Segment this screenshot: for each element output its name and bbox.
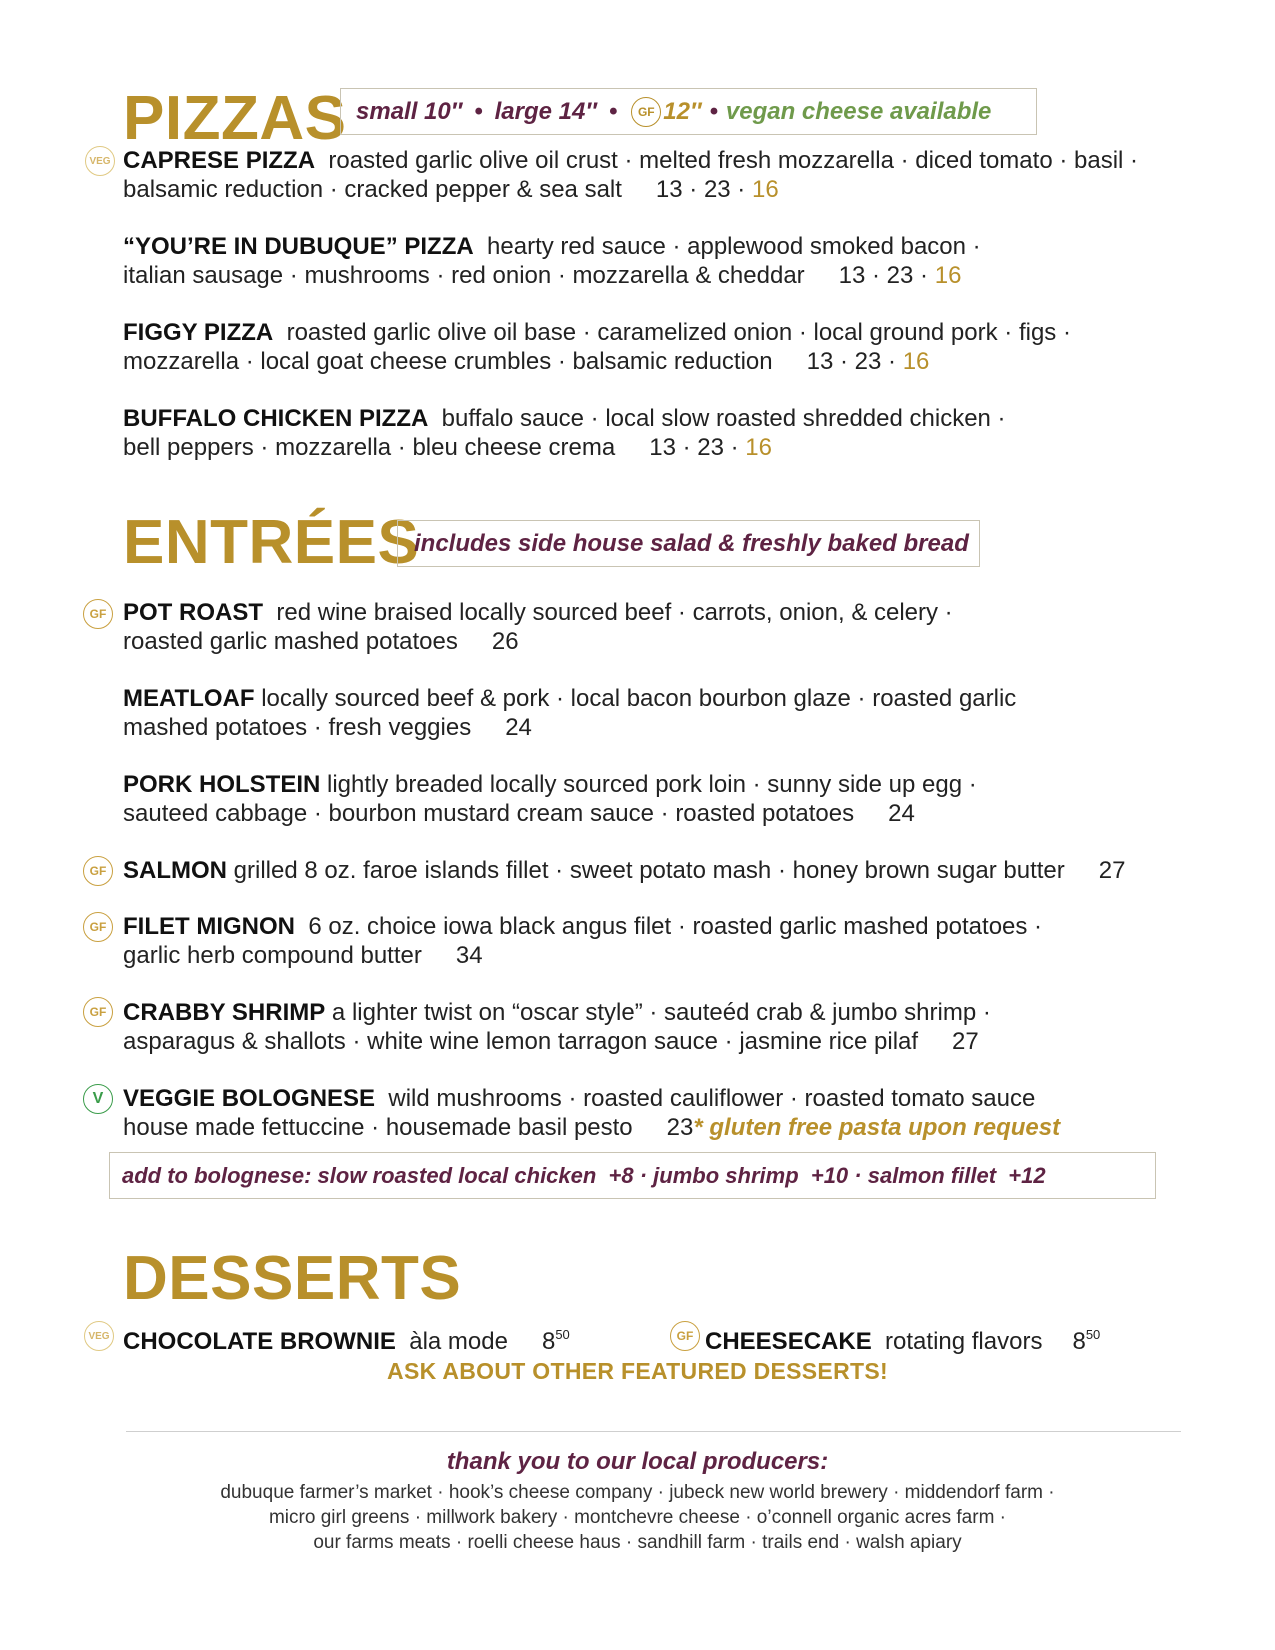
item-desc: a lighter twist on “oscar style” · sauteéd crab & jumbo shrimp · [331,999,991,1026]
item-desc: rotating flavors [885,1328,1043,1355]
item-price: 13 · 23 · [838,262,929,289]
item-price: 13 · 23 · [655,176,746,203]
gf-icon: GF [83,856,113,886]
item-name: FILET MIGNON [123,913,295,940]
item-desc: roasted garlic olive oil base · caramelized onion · local ground pork · figs · [286,319,1071,346]
pizzas-size-tag [340,88,1037,135]
veg-icon: VEG [84,1321,114,1351]
producers-line: micro girl greens · millwork bakery · montchevre cheese · o’connell organic acres farm · [268,1507,1007,1528]
item-name: POT ROAST [123,599,264,626]
vegan-note: vegan cheese available [725,97,992,125]
producers-line: our farms meats · roelli cheese haus · sandhill farm · trails end · walsh apiary [313,1532,962,1553]
item-price: 8 [1072,1328,1086,1355]
item-price-cents: 50 [555,1327,570,1342]
item-desc: grilled 8 oz. faroe islands fillet · sweet potato mash · honey brown sugar butter [233,857,1065,884]
size-large: large 14″ [494,97,597,125]
gf-icon: GF [83,997,113,1027]
item-desc: garlic herb compound butter [123,942,422,969]
item-price: 26 [491,628,519,655]
menu-item-caprese [123,146,1138,204]
item-desc: house made fettuccine · housemade basil pesto [123,1114,633,1141]
item-desc: hearty red sauce · applewood smoked bacon · [487,233,981,260]
gf-icon: GF [83,599,113,629]
vegan-icon: V [83,1084,113,1114]
item-desc: locally sourced beef & pork · local bacon bourbon glaze · roasted garlic [261,685,1017,712]
item-name: FIGGY PIZZA [123,319,274,346]
item-desc: italian sausage · mushrooms · red onion · mozzarella & cheddar [123,262,805,289]
producers-title: thank you to our local producers: [446,1448,829,1475]
veg-icon: VEG [85,146,115,176]
item-price-cents: 50 [1085,1327,1101,1342]
item-name: CHOCOLATE BROWNIE [123,1328,396,1355]
menu-item-dubuque [123,232,981,290]
item-name: CHEESECAKE [705,1328,872,1355]
item-desc: roasted garlic mashed potatoes [123,628,458,655]
size-small: small 10″ [356,97,463,125]
menu-item-veggie-bolognese [123,1084,1060,1142]
menu-item-buffalo [123,404,1006,462]
bullet: • [608,97,618,125]
item-desc: àla mode [409,1328,508,1355]
item-price-gf: 16 [751,176,779,203]
item-desc: roasted garlic olive oil crust · melted fresh mozzarella · diced tomato · basil · [328,147,1139,174]
bolognese-addon-box: add to bolognese: slow roasted local chicken +8 · jumbo shrimp +10 · salmon fillet +12 [109,1152,1156,1199]
bullet: • [709,97,718,125]
item-desc: 6 oz. choice iowa black angus filet · roasted garlic mashed potatoes · [308,913,1043,940]
item-desc: asparagus & shallots · white wine lemon tarragon sauce · jasmine rice pilaf [123,1028,919,1055]
entrees-title: ENTRÉES [123,508,420,577]
item-price: 24 [505,714,532,741]
item-price: 34 [455,942,483,969]
item-price: 27 [952,1028,979,1055]
item-price: 24 [888,800,915,827]
menu-item-pot-roast [123,598,953,656]
item-desc: sauteed cabbage · bourbon mustard cream sauce · roasted potatoes [123,800,855,827]
gf-icon: GF [631,97,661,127]
gf-icon: GF [670,1321,700,1351]
item-desc: wild mushrooms · roasted cauliflower · roasted tomato sauce [388,1085,1036,1112]
item-name: SALMON [123,857,227,884]
menu-item-figgy [123,318,1071,376]
item-name: PORK HOLSTEIN [123,771,321,798]
desserts-title: DESSERTS [123,1244,462,1313]
item-price: 13 · 23 · [806,348,897,375]
item-price: 13 · 23 · [649,434,739,461]
item-name: CAPRESE PIZZA [123,147,316,174]
menu-item-meatloaf [123,684,1016,742]
item-name: “YOU’RE IN DUBUQUE” PIZZA [123,233,474,260]
item-name: BUFFALO CHICKEN PIZZA [123,405,429,432]
item-price-gf: 16 [902,348,930,375]
item-desc: mashed potatoes · fresh veggies [123,714,472,741]
menu-item-filet-mignon [123,912,1042,970]
item-desc: mozzarella · local goat cheese crumbles · balsamic reduction [123,348,773,375]
menu-item-pork-holstein [123,770,977,828]
pizzas-title: PIZZAS [123,84,347,153]
item-price-gf: 16 [934,262,962,289]
item-price: 23 [666,1114,694,1141]
menu-item-salmon [123,856,1125,885]
menu-item-crabby-shrimp [123,998,991,1056]
item-name: VEGGIE BOLOGNESE [123,1085,376,1112]
item-desc: lightly breaded locally sourced pork loin · sunny side up egg · [327,771,977,798]
bullet: • [474,97,483,125]
divider [126,1431,1181,1432]
item-desc: buffalo sauce · local slow roasted shredded chicken · [441,405,1006,432]
item-price: 27 [1098,857,1126,884]
size-gf: 12″ [663,97,702,125]
item-name: MEATLOAF [123,685,255,712]
gluten-free-note: * gluten free pasta upon request [693,1114,1061,1141]
item-desc: bell peppers · mozzarella · bleu cheese crema [123,434,616,461]
item-price: 8 [541,1328,556,1355]
item-price-gf: 16 [745,434,772,461]
producers-line: dubuque farmer’s market · hook’s cheese company · jubeck new world brewery · middendorf farm · [220,1482,1055,1503]
item-desc: red wine braised locally sourced beef · carrots, onion, & celery · [276,599,953,626]
dessert-brownie [123,1320,570,1356]
item-name: CRABBY SHRIMP [123,999,326,1026]
dessert-cheesecake [705,1320,1100,1356]
entrees-tag: includes side house salad & freshly baked bread [397,520,980,567]
gf-icon: GF [83,912,113,942]
featured-desserts-note: ASK ABOUT OTHER FEATURED DESSERTS! [387,1358,888,1384]
item-desc: balsamic reduction · cracked pepper & sea salt [123,176,622,203]
